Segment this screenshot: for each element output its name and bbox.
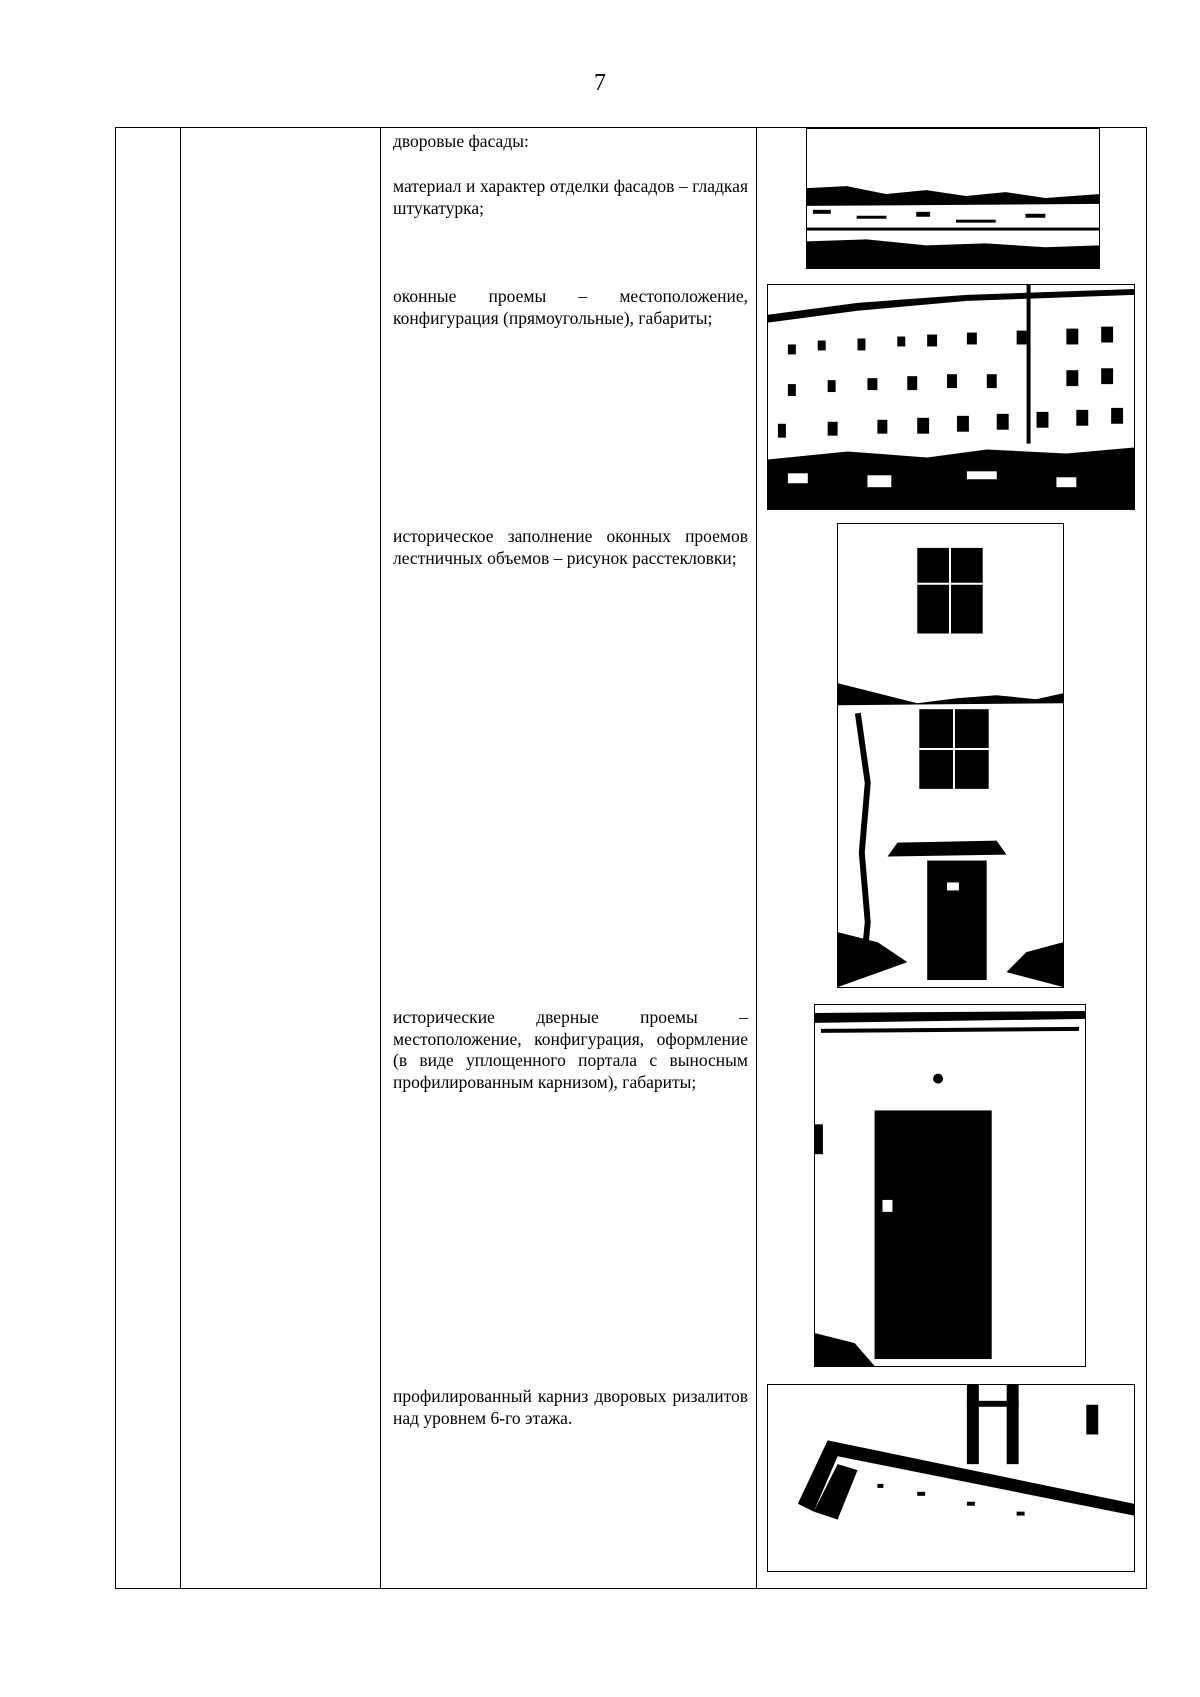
column-divider-3 [756, 127, 757, 1589]
photo-cornice [767, 1384, 1135, 1572]
photo-facade-finish [806, 128, 1100, 269]
row-4-text: исторические дверные проемы – местоположение, конфигурация, оформление (в виде уплощенного портала с выносным профилированным карнизом), габариты; [393, 1007, 748, 1092]
photo-door-portal [814, 1004, 1086, 1367]
row-1-heading: дворовые фасады: [393, 131, 529, 151]
row-1-text: материал и характер отделки фасадов – гладкая штукатурка; [393, 176, 748, 218]
photo-window-openings [767, 284, 1135, 510]
row-5-text: профилированный карниз дворовых ризалитов над уровнем 6-го этажа. [393, 1386, 748, 1428]
column-divider-1 [180, 127, 181, 1589]
column-divider-2 [380, 127, 381, 1589]
photo-stair-windows [837, 523, 1064, 988]
row-3-text: историческое заполнение оконных проемов лестничных объемов – рисунок расстекловки; [393, 526, 748, 568]
row-2-text: оконные проемы – местоположение, конфигурация (прямоугольные), габариты; [393, 286, 748, 328]
page-number: 7 [594, 70, 606, 96]
